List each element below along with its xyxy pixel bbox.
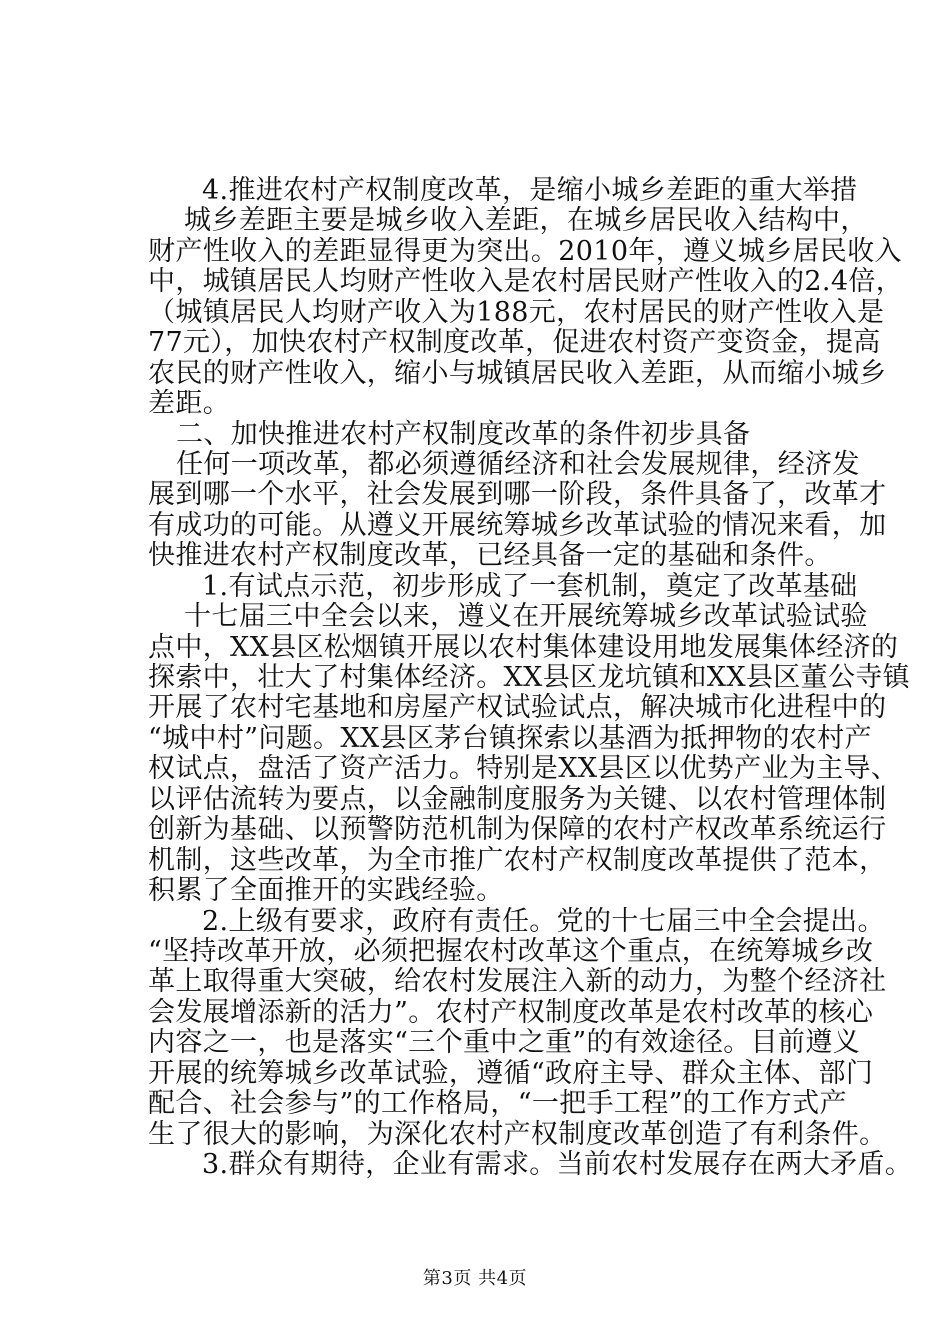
paragraph-line: 内容之一，也是落实“三个重中之重”的有效途径。目前遵义 (148, 1027, 861, 1058)
paragraph-line: 十七届三中全会以来，遵义在开展统筹城乡改革试验试验 (184, 601, 868, 632)
paragraph-line: 农民的财产性收入，缩小与城镇居民收入差距，从而缩小城乡 (148, 358, 887, 389)
paragraph-line: 任何一项改革，都必须遵循经济和社会发展规律，经济发 (176, 449, 860, 480)
paragraph-line: 生了很大的影响，为深化农村产权制度改革创造了有利条件。 (148, 1119, 887, 1150)
paragraph-line: 77元），加快农村产权制度改革，促进农村资产变资金，提高 (148, 327, 881, 358)
paragraph-line: 机制，这些改革，为全市推广农村产权制度改革提供了范本， (148, 845, 887, 876)
paragraph-line: 开展了农村宅基地和房屋产权试验试点，解决城市化进程中的 (148, 692, 887, 723)
paragraph-line: 财产性收入的差距显得更为突出。2010年，遵义城乡居民收入 (148, 236, 902, 267)
paragraph-line: 配合、社会参与”的工作格局，“一把手工程”的工作方式产 (148, 1088, 847, 1119)
paragraph-line: 有成功的可能。从遵义开展统筹城乡改革试验的情况来看，加 (148, 510, 887, 541)
paragraph-line: 探索中，壮大了村集体经济。XX县区龙坑镇和XX县区董公寺镇 (148, 662, 911, 693)
paragraph-line: 中，城镇居民人均财产性收入是农村居民财产性收入的2.4倍， (148, 266, 904, 297)
paragraph-line: 展到哪一个水平，社会发展到哪一阶段，条件具备了，改革才 (148, 479, 887, 510)
paragraph-line: 会发展增添新的活力”。农村产权制度改革是农村改革的核心 (148, 997, 874, 1028)
paragraph-line: 2.上级有要求，政府有责任。党的十七届三中全会提出。 (202, 906, 885, 937)
section-heading: 4.推进农村产权制度改革，是缩小城乡差距的重大举措 (202, 175, 858, 206)
paragraph-line: 积累了全面推开的实践经验。 (148, 875, 504, 906)
paragraph-line: 革上取得重大突破，给农村发展注入新的动力，为整个经济社 (148, 966, 887, 997)
paragraph-line: 快推进农村产权制度改革，已经具备一定的基础和条件。 (148, 540, 832, 571)
paragraph-line: 差距。 (148, 388, 231, 419)
page-footer: 第3页 共4页 (422, 1268, 528, 1289)
paragraph-line: 以评估流转为要点，以金融制度服务为关键、以农村管理体制 (148, 784, 887, 815)
paragraph-line: 创新为基础、以预警防范机制为保障的农村产权改革系统运行 (148, 814, 887, 845)
paragraph-line: 权试点，盘活了资产活力。特别是XX县区以优势产业为主导、 (148, 753, 899, 784)
paragraph-line: “城中村”问题。XX县区茅台镇探索以基酒为抵押物的农村产 (148, 723, 872, 754)
paragraph-line: （城镇居民人均财产收入为188元，农村居民的财产性收入是 (148, 297, 885, 328)
section-heading: 1.有试点示范，初步形成了一套机制，奠定了改革基础 (202, 571, 858, 602)
paragraph-line: 点中，XX县区松烟镇开展以农村集体建设用地发展集体经济的 (148, 632, 899, 663)
paragraph-line: 开展的统筹城乡改革试验，遵循“政府主导、群众主体、部门 (148, 1058, 874, 1089)
section-heading: 二、加快推进农村产权制度改革的条件初步具备 (176, 419, 751, 450)
paragraph-line: “坚持改革开放，必须把握农村改革这个重点，在统筹城乡改 (148, 936, 874, 967)
paragraph-line: 城乡差距主要是城乡收入差距，在城乡居民收入结构中， (184, 205, 868, 236)
paragraph-line: 3.群众有期待，企业有需求。当前农村发展存在两大矛盾。 (202, 1149, 913, 1180)
